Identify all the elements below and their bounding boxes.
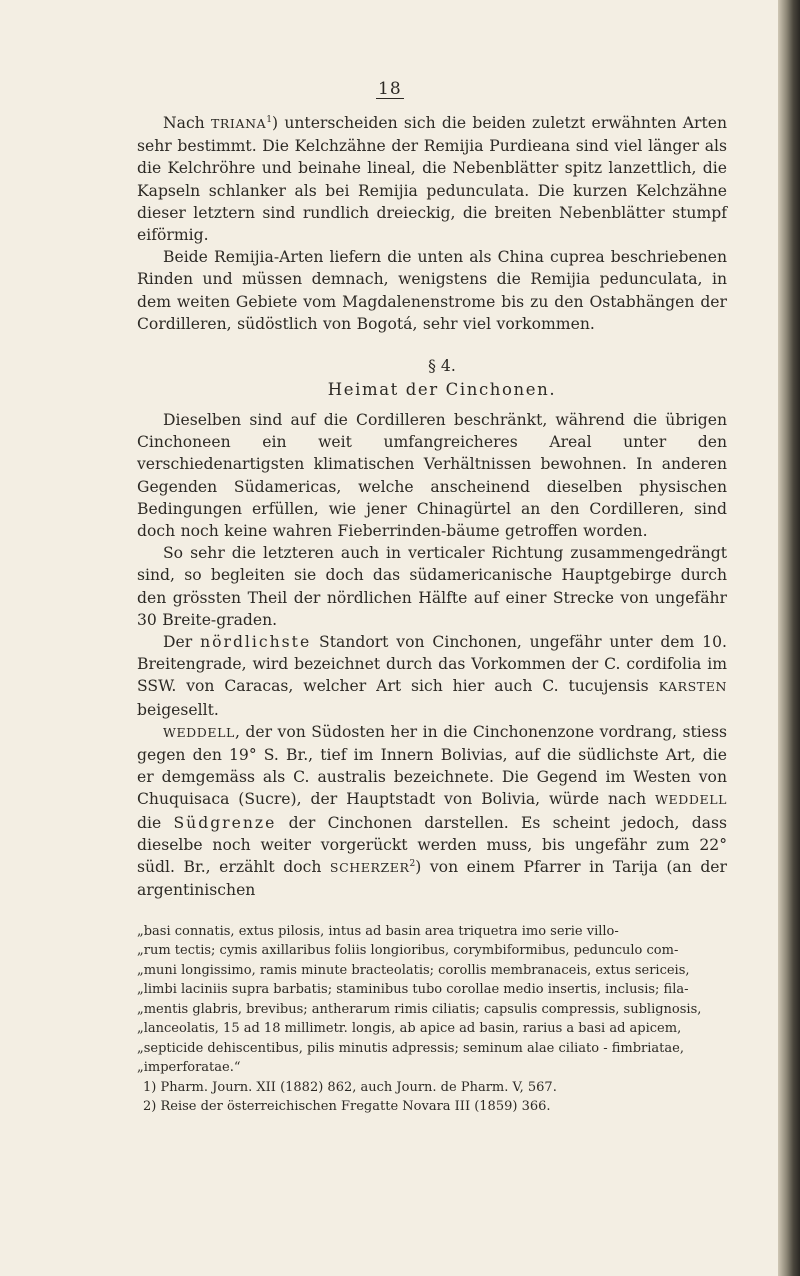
paragraph-cordilleras: Dieselben sind auf die Cordilleren beschränkt, während die übrigen Cinchoneen ein weit umfangreicheres Areal unter den verschiedenartigsten klimatischen Verhältnissen bewohnen. In anderen Gegenden Südamericas, welche anscheinend dieselben physischen Bedingungen erfüllen, wie jener Chinagürtel an den Cordilleren, sind doch noch keine wahren Fieberrinden-bäume getroffen worden. (137, 411, 727, 541)
quote-line: „basi connatis, extus pilosis, intus ad basin area triquetra imo serie villo- (137, 923, 619, 939)
paragraph-vertical-direction: So sehr die letzteren auch in verticaler Richtung zusammengedrängt sind, so begleiten sie doch das südamericanische Hauptgebirge durch den grössten Theil der nördlichen Hälfte auf einer Strecke von ungefähr 30 Breite-graden. (137, 544, 727, 629)
footnotes (137, 1078, 727, 1116)
page-body (137, 112, 727, 1116)
quote-line: „mentis glabris, brevibus; antherarum rimis ciliatis; capsulis compressis, sublignosis, (137, 1001, 702, 1017)
author-name-scherzer: SCHERZER (329, 860, 410, 876)
paragraph-text: Der (163, 633, 201, 652)
footnote-text: Pharm. Journ. XII (1882) 862, auch Journ. de Pharm. V, 567. (156, 1079, 557, 1095)
paragraph-text: beigesellt. (137, 700, 219, 719)
emphasis-spaced: nördlichste (200, 633, 312, 652)
page-number: 18 (378, 79, 402, 99)
quote-line: „imperforatae.“ (137, 1060, 241, 1075)
quote-line: „limbi laciniis supra barbatis; staminibus tubo corollae medio insertis, inclusis; fila- (137, 982, 689, 997)
paragraph-remijia-differences: Nach TRIANA$^1$) unterscheiden sich die beiden zuletzt erwähnten Arten sehr bestimmt. Die Kelchzähne der Remijia Purdieana sind viel länger als die Kelchröhre und beinahe lineal, die Nebenblätter spitz lanzettlich, die Kapseln schlanker als bei Remijia pedunculata. Die kurzen Kelchzähne dieser letztern sind rundlich dreieckig, die breiten Nebenblätter stumpf eiförmig. (137, 114, 727, 245)
author-name-triana: TRIANA (210, 116, 267, 131)
paragraph-text: der Cinchonen darstellen. Es scheint jedoch, dass dieselbe noch weiter vorgerückt werden muss, bis ungefähr zum 22° südl. Br., erzählt doch (137, 813, 727, 877)
paragraph-text: von einem Pfarrer in Tarija (an der argentinischen (137, 858, 727, 900)
paragraph-text: unterscheiden sich die beiden zuletzt erwähnten Arten (278, 114, 727, 132)
author-name-weddell: WEDDELL (163, 724, 235, 740)
footnote-text: Reise der österreichischen Fregatte Novara III (1859) 366. (156, 1098, 551, 1114)
footnote-ref-1[interactable]: 1 (266, 114, 272, 125)
author-name-weddell: WEDDELL (655, 792, 727, 808)
page-edge-shadow (778, 0, 800, 1276)
quote-line: „rum tectis; cymis axillaribus foliis longioribus, corymbiformibus, pedunculo com- (137, 943, 679, 958)
author-name-karsten: KARSTEN (658, 679, 727, 695)
quote-line: „septicide dehiscentibus, pilis minutis adpressis; seminum alae ciliato - fimbriatae, (137, 1040, 684, 1056)
footnote-ref-2[interactable]: 2 (409, 858, 416, 869)
quote-line: „muni longissimo, ramis minute bracteolatis; corollis membranaceis, extus sericeis, (137, 962, 690, 978)
footnote-1 (143, 1078, 727, 1097)
paragraph-remijia-bark: Beide Remijia-Arten liefern die unten als China cuprea beschriebenen Rinden und müssen demnach, wenigstens die Remijia pedunculata, in dem weiten Gebiete vom Magdalenenstrome bis zu den Ostabhängen der Cordilleren, südöstlich von Bogotá, sehr viel vorkommen. (137, 248, 727, 333)
paragraph-text: Standort von Cinchonen, ungefähr unter dem 10. Breitengrade, wird bezeichnet durch das Vorkommen der C. cordifolia im SSW. von Caracas, welcher Art sich hier auch C. tucujensis (137, 633, 727, 696)
paragraph-southern-limit: WEDDELL, der von Südosten her in die Cinchonenzone vordrang, stiess gegen den 19° S. Br., tief im Innern Bolivias, auf die südlichste Art, die er demgemäss als C. australis bezeichnete. Die Gegend im Westen von Chuquisaca (Sucre), der Hauptstadt von Bolivia, würde nach WEDDELL die Südgrenze der Cinchonen darstellen. Es scheint jedoch, dass dieselbe noch weiter vorgerückt werden muss, bis ungefähr zum 22° südl. Br., erzählt doch SCHERZER$^2$) von einem Pfarrer in Tarija (an der argentinischen (137, 722, 727, 900)
quote-line: „lanceolatis, 15 ad 18 millimetr. longis, ab apice ad basin, rarius a basi ad apicem, (137, 1021, 682, 1036)
footnote-mark: 1) (143, 1079, 157, 1095)
section-number: § 4. (428, 357, 456, 376)
paragraph-text: , der von Südosten her in die Cinchonenzone vordrang, stiess gegen den 19° S. Br., tief im Innern Bolivias, auf die südlichste Art, die er demgemäss als C. australis bezeichnete. Die Gegend im Westen von Chuquisaca (Sucre), der Hauptstadt von Bolivia, würde nach (137, 722, 727, 809)
footnote-mark: 2) (143, 1098, 157, 1114)
latin-description-quote (137, 922, 727, 1078)
section-title: Heimat der Cinchonen. (327, 380, 557, 400)
paragraph-text: die (137, 813, 174, 832)
emphasis-spaced: Südgrenze (173, 813, 277, 832)
paragraph-northern-limit (137, 631, 727, 721)
footnote-2 (143, 1097, 727, 1116)
paragraph-text: sehr bestimmt. Die Kelchzähne der Remijia Purdieana sind viel länger als die Kelchröhre und beinahe lineal, die Nebenblätter spitz lanzettlich, die Kapseln schlanker als bei Remijia pedunculata. Die kurzen Kelchzähne dieser letztern sind rundlich dreieckig, die breiten Nebenblätter stumpf eiförmig. (137, 137, 727, 245)
